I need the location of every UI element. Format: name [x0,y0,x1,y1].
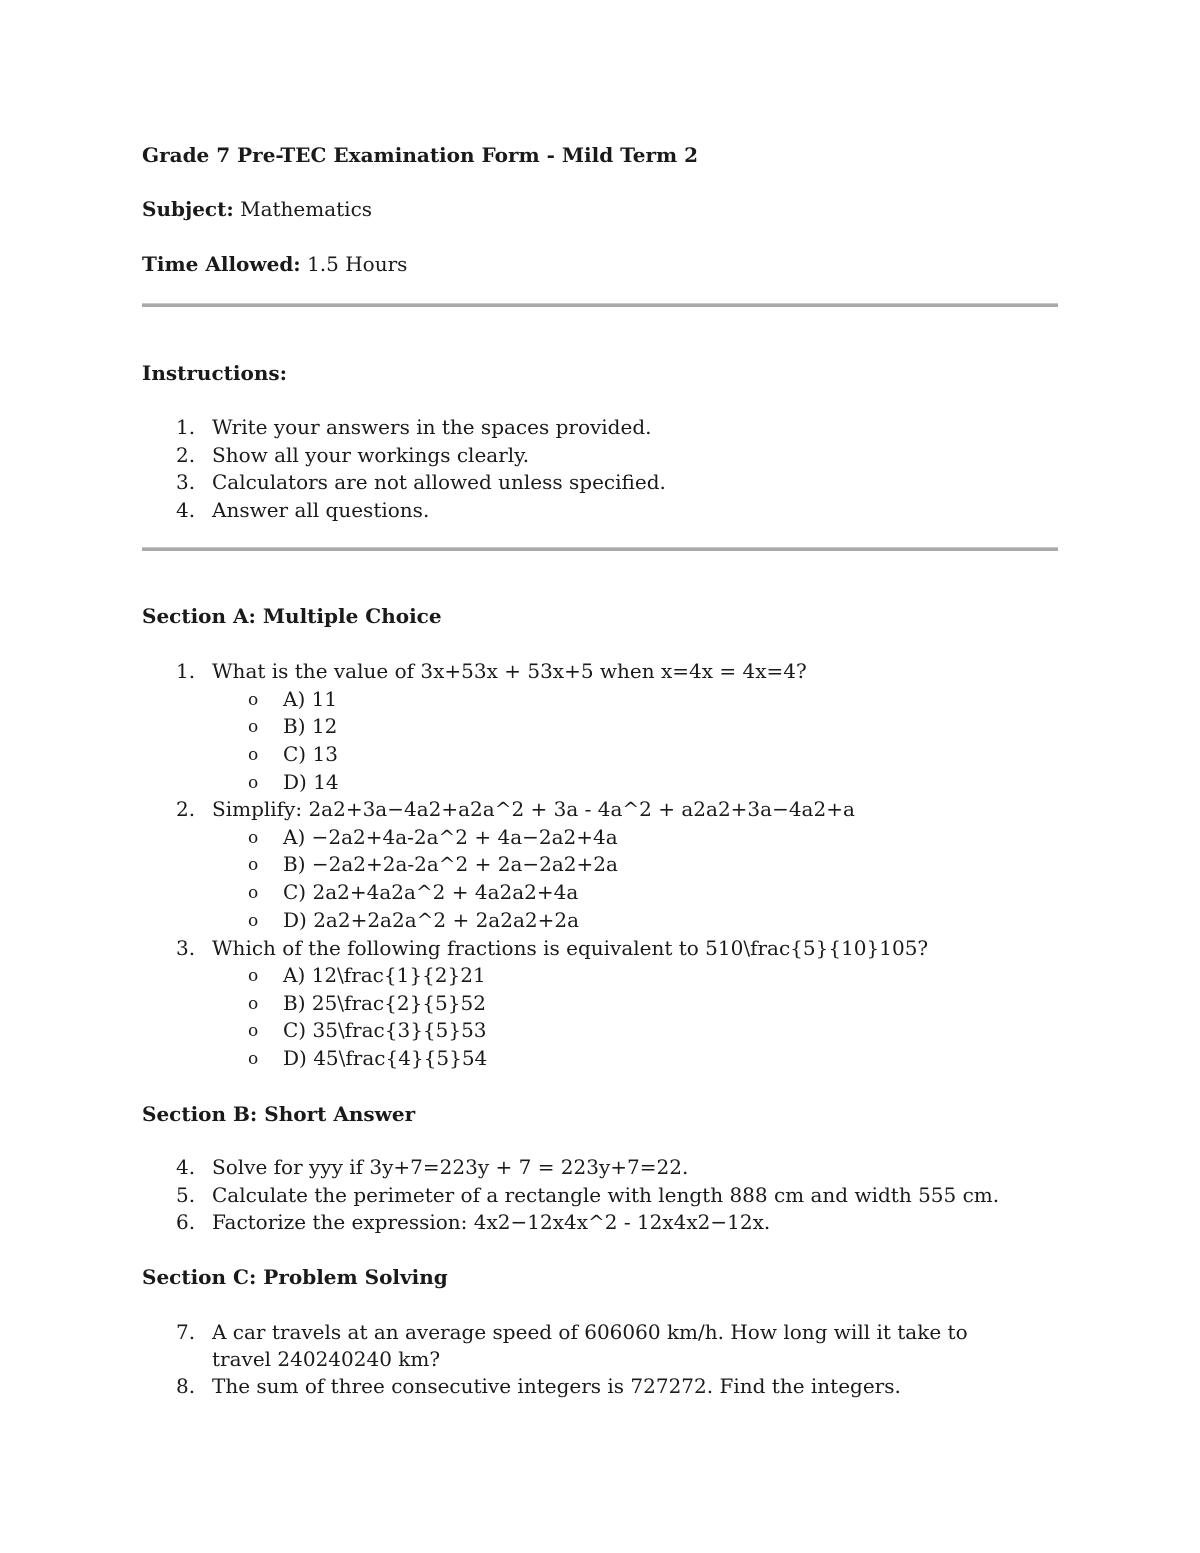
item-text: Show all your workings clearly. [212,442,530,467]
question-number: 1. [176,659,196,683]
option-text: A) 11 [283,686,338,711]
circle-bullet-icon: o [248,855,259,876]
instructions-list [142,414,1058,524]
option-text: B) 25\frac{2}{5}52 [283,990,486,1015]
question [142,1182,1058,1210]
question-text: Which of the following fractions is equivalent to 510\frac{5}{10}105? [212,935,929,960]
question-number: 2. [176,797,196,822]
answer-option [142,990,1058,1018]
option-text: D) 14 [283,769,339,794]
question [142,1319,1058,1373]
answer-option [142,851,1058,879]
circle-bullet-icon: o [248,689,259,710]
answer-option [142,907,1058,935]
circle-bullet-icon: o [248,966,259,986]
circle-bullet-icon: o [248,717,259,738]
question-text: Calculate the perimeter of a rectangle with length 888 cm and width 555 cm. [212,1182,1000,1207]
question-text: A car travels at an average speed of 606060 km/h. How long will it take to travel 240240240 km? [212,1320,968,1371]
answer-option [142,1045,1058,1073]
item-number: 4. [176,497,196,522]
question-text: Factorize the expression: 4x2−12x4x^2 - 12x4x2−12x. [212,1210,771,1234]
question [142,658,1058,686]
question-text: Solve for yyy if 3y+7=223y + 7 = 223y+7=22. [212,1155,689,1179]
section-c-heading: Section C: Problem Solving [142,1265,448,1289]
answer-option [142,879,1058,907]
page-title: Grade 7 Pre-TEC Examination Form - Mild Term 2 [142,143,699,167]
item-number: 1. [176,415,196,439]
time-value: 1.5 Hours [307,252,408,276]
answer-option [142,686,1058,714]
question [142,935,1058,963]
question [142,1154,1058,1182]
question-number: 6. [176,1210,196,1234]
time-label: Time Allowed: [142,252,301,276]
subject-label: Subject: [142,197,234,221]
item-text: Answer all questions. [212,497,430,522]
question-text: The sum of three consecutive integers is 727272. Find the integers. [212,1374,901,1398]
circle-bullet-icon: o [248,883,259,904]
section-a-heading: Section A: Multiple Choice [142,604,442,628]
answer-option [142,713,1058,741]
item-text: Write your answers in the spaces provided. [212,415,652,439]
circle-bullet-icon: o [248,827,259,848]
question-number: 7. [176,1320,196,1344]
question-number: 4. [176,1155,196,1179]
circle-bullet-icon: o [248,744,259,765]
question-number: 8. [176,1374,196,1398]
option-text: A) 12\frac{1}{2}21 [283,963,486,987]
list-item [142,469,1058,497]
option-text: B) 12 [283,714,338,739]
instructions-heading: Instructions: [142,361,288,385]
item-text: Calculators are not allowed unless specified. [212,470,666,494]
question-number: 3. [176,935,196,960]
list-item [142,497,1058,525]
section-b-questions [142,1154,1058,1237]
time-allowed-line [142,252,407,276]
option-text: C) 35\frac{3}{5}53 [283,1018,487,1043]
answer-option [142,962,1058,990]
divider [142,547,1058,551]
subject-value: Mathematics [240,197,373,221]
question-text: Simplify: 2a2+3a−4a2+a2a^2 + 3a - 4a^2 + a2a2+3a−4a2+a [212,797,855,822]
divider [142,303,1058,307]
list-item [142,414,1058,442]
section-a-questions [142,658,1058,1073]
list-item [142,442,1058,470]
question [142,1373,1058,1401]
option-text: B) −2a2+2a-2a^2 + 2a−2a2+2a [283,852,618,877]
question-number: 5. [176,1182,196,1207]
question-text: What is the value of 3x+53x + 53x+5 when x=4x = 4x=4? [212,659,807,683]
answer-option [142,769,1058,797]
question [142,1209,1058,1237]
section-b-heading: Section B: Short Answer [142,1102,416,1126]
section-c-questions [142,1319,1058,1401]
subject-line [142,197,372,221]
option-text: A) −2a2+4a-2a^2 + 4a−2a2+4a [283,824,618,849]
option-text: D) 45\frac{4}{5}54 [283,1046,488,1071]
item-number: 3. [176,470,196,494]
circle-bullet-icon: o [248,910,259,931]
circle-bullet-icon: o [248,1049,259,1070]
question [142,796,1058,824]
option-text: C) 13 [283,741,338,766]
option-text: C) 2a2+4a2a^2 + 4a2a2+4a [283,880,579,905]
circle-bullet-icon: o [248,1021,259,1042]
answer-option [142,741,1058,769]
option-text: D) 2a2+2a2a^2 + 2a2a2+2a [283,907,580,932]
circle-bullet-icon: o [248,993,259,1014]
circle-bullet-icon: o [248,772,259,793]
item-number: 2. [176,442,196,467]
answer-option [142,824,1058,852]
answer-option [142,1017,1058,1045]
